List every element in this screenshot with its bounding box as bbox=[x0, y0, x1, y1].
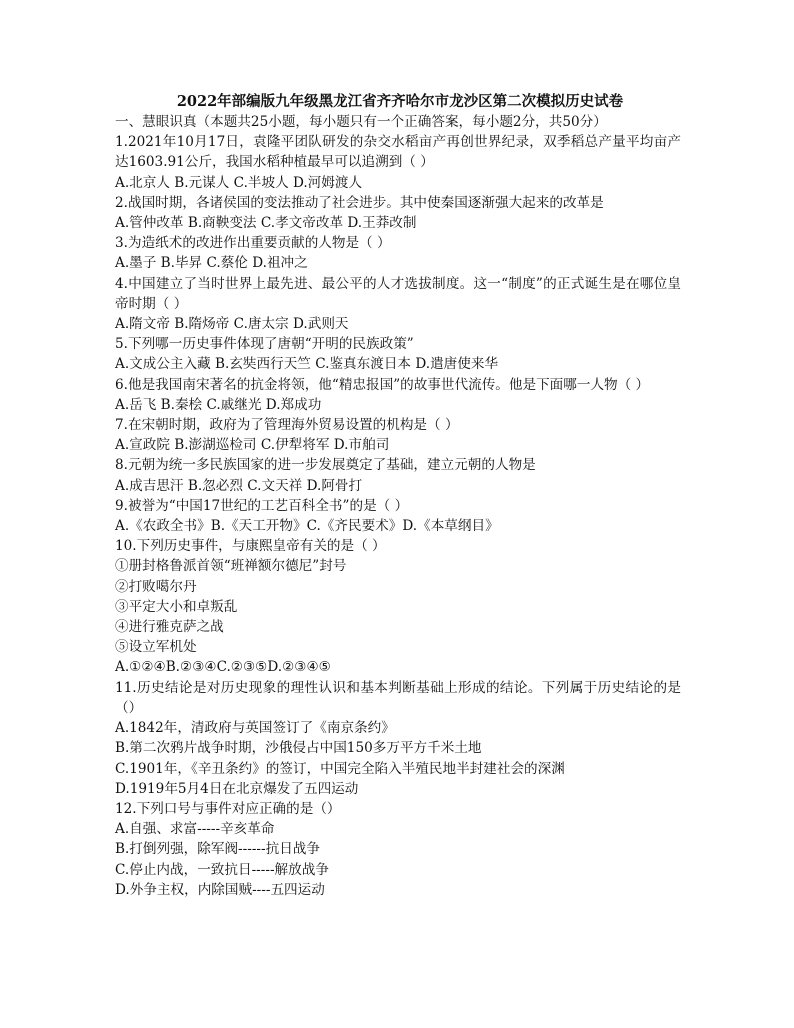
question-3-options: A.墨子 B.毕昇 C.蔡伦 D.祖冲之 bbox=[115, 255, 308, 272]
question-1-stem: 1.2021年10月17日，袁隆平团队研发的杂交水稻亩产再创世界纪录，双季稻总产量平均亩产达1603.91公斤，我国水稻种植最早可以追溯到（ ） bbox=[115, 134, 681, 171]
question-5-options: A.文成公主入藏 B.玄奘西行天竺 C.鉴真东渡日本 D.遣唐使来华 bbox=[115, 356, 499, 373]
question-11-choice-b: B.第二次鸦片战争时期，沙俄侵占中国150多万平方千米土地 bbox=[115, 740, 482, 757]
question-12-stem: 12.下列口号与事件对应正确的是（） bbox=[115, 800, 341, 817]
section-heading: 一、慧眼识真（本题共25小题，每小题只有一个正确答案，每小题2分，共50分） bbox=[115, 114, 607, 130]
question-10-item-5: ⑤设立军机处 bbox=[115, 639, 197, 656]
question-10-item-4: ④进行雅克萨之战 bbox=[115, 619, 224, 636]
question-12-choice-b: B.打倒列强，除军阀------抗日战争 bbox=[115, 841, 320, 858]
question-12-choice-c: C.停止内战，一致抗日-----解放战争 bbox=[115, 861, 329, 878]
question-9-options: A.《农政全书》B.《天工开物》C.《齐民要术》D.《本草纲目》 bbox=[115, 518, 499, 535]
question-5-stem: 5.下列哪一历史事件体现了唐朝“开明的民族政策” bbox=[115, 336, 414, 353]
question-11-choice-c: C.1901年，《辛丑条约》的签订，中国完全陷入半殖民地半封建社会的深渊 bbox=[115, 760, 565, 777]
question-6-stem: 6.他是我国南宋著名的抗金将领，他“精忠报国”的故事世代流传。他是下面哪一人物（ ） bbox=[115, 376, 650, 393]
question-7-stem: 7.在宋朝时期，政府为了管理海外贸易设置的机构是（ ） bbox=[115, 417, 459, 434]
question-8-options: A.成吉思汗 B.忽必烈 C.文天祥 D.阿骨打 bbox=[115, 477, 363, 494]
question-11-stem: 11.历史结论是对历史现象的理性认识和基本判断基础上形成的结论。下列属于历史结论的是（） bbox=[115, 679, 681, 716]
question-1-options: A.北京人 B.元谋人 C.半坡人 D.河姆渡人 bbox=[115, 174, 363, 191]
exam-title: 2022年部编版九年级黑龙江省齐齐哈尔市龙沙区第二次模拟历史试卷 bbox=[176, 93, 624, 110]
question-6-options: A.岳飞 B.秦桧 C.戚继光 D.郑成功 bbox=[115, 396, 322, 413]
question-11-choice-a: A.1842年，清政府与英国签订了《南京条约》 bbox=[115, 720, 395, 737]
question-2-stem: 2.战国时期，各诸侯国的变法推动了社会进步。其中使秦国逐渐强大起来的改革是 bbox=[115, 194, 604, 211]
question-12-choice-d: D.外争主权，内除国贼----五四运动 bbox=[115, 881, 325, 898]
question-12-choice-a: A.自强、求富-----辛亥革命 bbox=[115, 821, 275, 838]
question-7-options: A.宣政院 B.澎湖巡检司 C.伊犁将军 D.市舶司 bbox=[115, 437, 390, 454]
question-2-options: A.管仲改革 B.商鞅变法 C.孝文帝改革 D.王莽改制 bbox=[115, 215, 417, 232]
question-8-stem: 8.元朝为统一多民族国家的进一步发展奠定了基础，建立元朝的人物是 bbox=[115, 457, 536, 474]
question-10-item-1: ①册封格鲁派首领“班禅额尔德尼”封号 bbox=[115, 558, 347, 575]
question-4-stem: 4.中国建立了当时世界上最先进、最公平的人才选拔制度。这一“制度”的正式诞生是在哪位皇帝时期（ ） bbox=[115, 275, 681, 312]
question-10-stem: 10.下列历史事件，与康熙皇帝有关的是（ ） bbox=[115, 538, 386, 555]
question-4-options: A.隋文帝 B.隋炀帝 C.唐太宗 D.武则天 bbox=[115, 316, 349, 333]
exam-page bbox=[115, 92, 685, 900]
question-11-choice-d: D.1919年5月4日在北京爆发了五四运动 bbox=[115, 780, 359, 797]
question-10-item-2: ②打败噶尔丹 bbox=[115, 578, 197, 595]
question-10-options: A.①②④B.②③④C.②③⑤D.②③④⑤ bbox=[115, 659, 331, 676]
question-3-stem: 3.为造纸术的改进作出重要贡献的人物是（ ） bbox=[115, 235, 391, 252]
question-9-stem: 9.被誉为“中国17世纪的工艺百科全书”的是（ ） bbox=[115, 497, 409, 514]
question-10-item-3: ③平定大小和卓叛乱 bbox=[115, 598, 238, 615]
